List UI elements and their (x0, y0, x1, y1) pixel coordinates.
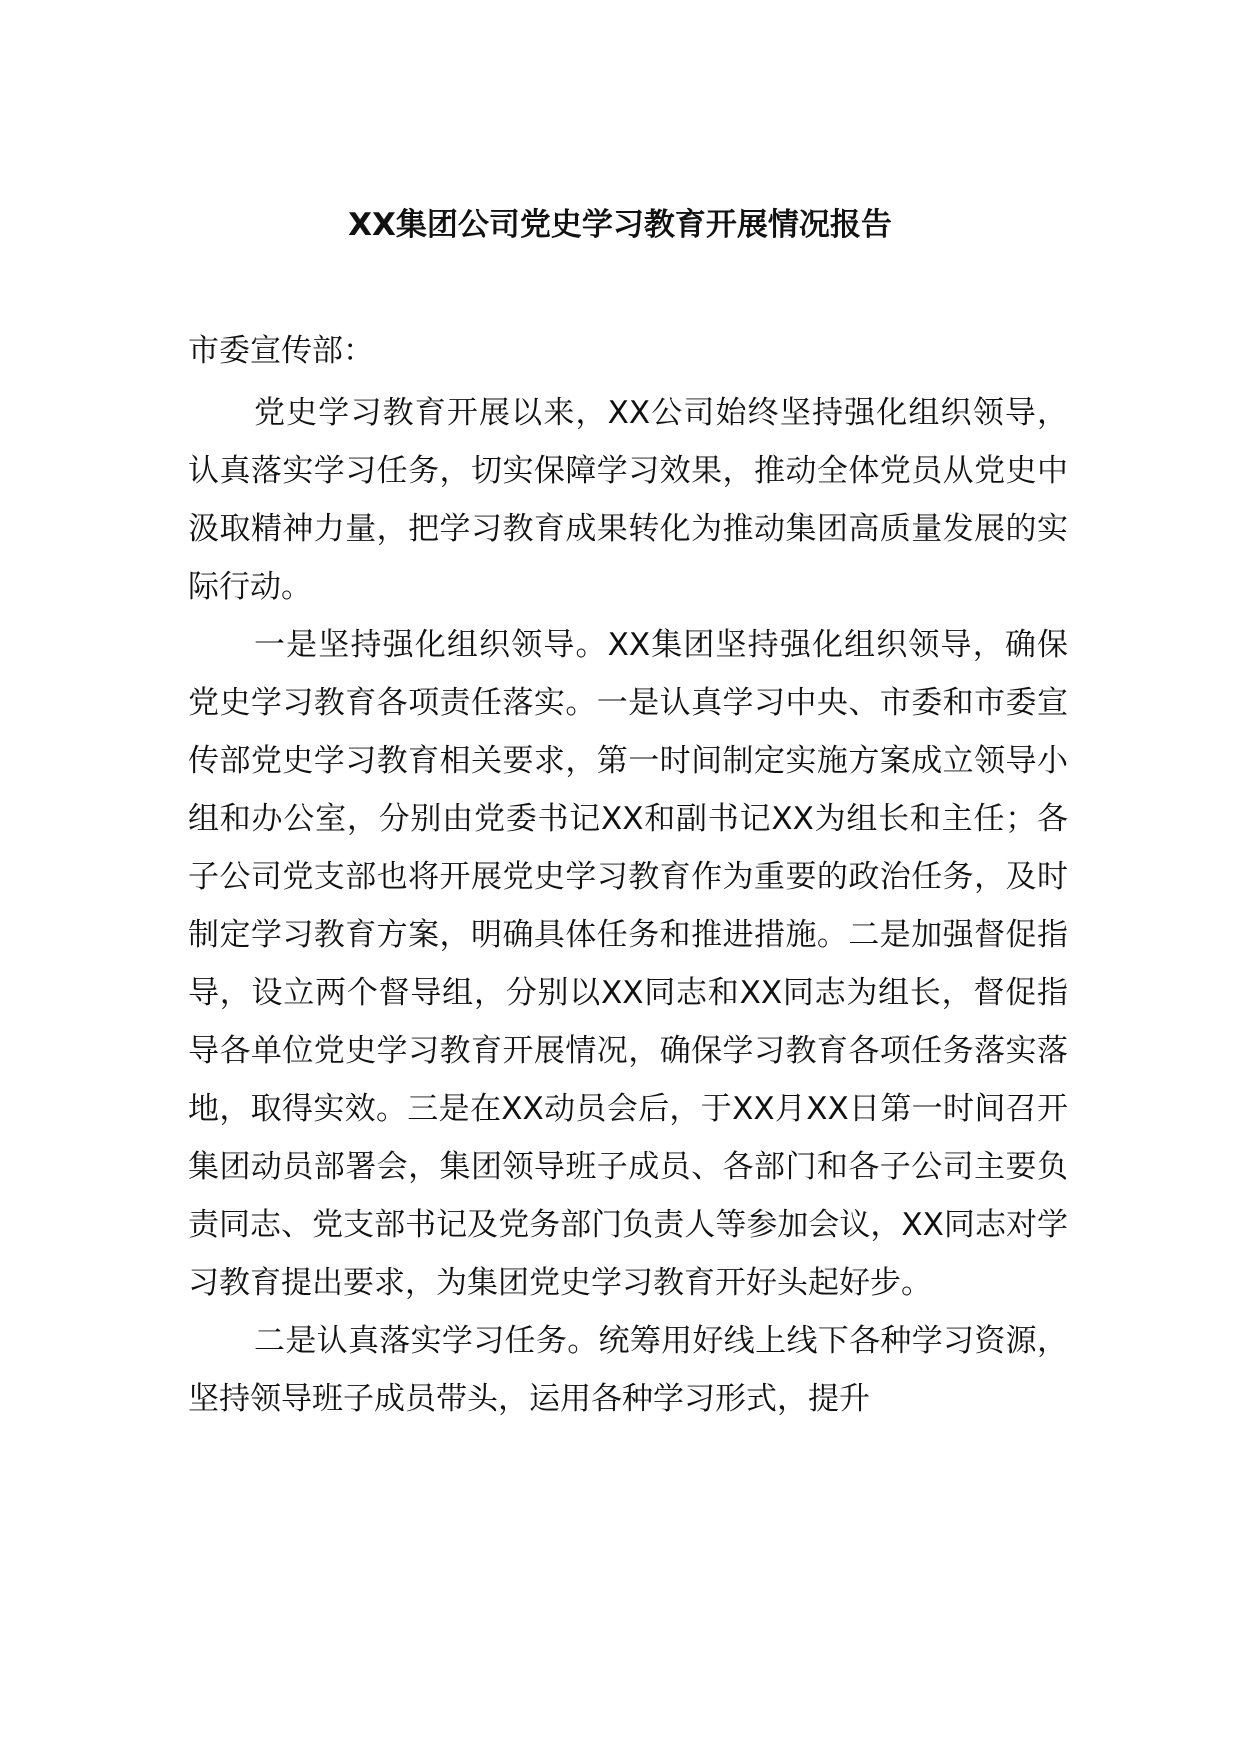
paragraph-organization-leadership: 一是坚持强化组织领导。XX集团坚持强化组织领导，确保党史学习教育各项责任落实。一是认真学习中央、市委和市委宣传部党史学习教育相关要求，第一时间制定实施方案成立领导小组和办公室，分别由党委书记XX和副书记XX为组长和主任；各子公司党支部也将开展党史学习教育作为重要的政治任务，及时制定学习教育方案，明确具体任务和推进措施。二是加强督促指导，设立两个督导组，分别以XX同志和XX同志为组长，督促指导各单位党史学习教育开展情况，确保学习教育各项任务落实落地，取得实效。三是在XX动员会后，于XX月XX日第一时间召开集团动员部署会，集团领导班子成员、各部门和各子公司主要负责同志、党支部书记及党务部门负责人等参加会议，XX同志对学习教育提出要求，为集团党史学习教育开好头起好步。 (188, 627, 1068, 1301)
paragraph-intro: 党史学习教育开展以来，XX公司始终坚持强化组织领导，认真落实学习任务，切实保障学习效果，推动全体党员从党史中汲取精神力量，把学习教育成果转化为推动集团高质量发展的实际行动。 (188, 395, 1068, 605)
paragraph-learning-tasks: 二是认真落实学习任务。统筹用好线上线下各种学习资源，坚持领导班子成员带头，运用各种学习形式，提升 (188, 1323, 1068, 1417)
document-body (188, 322, 1068, 1428)
salutation: 市委宣传部： (188, 333, 374, 369)
document-title: XX集团公司党史学习教育开展情况报告 (348, 207, 892, 243)
